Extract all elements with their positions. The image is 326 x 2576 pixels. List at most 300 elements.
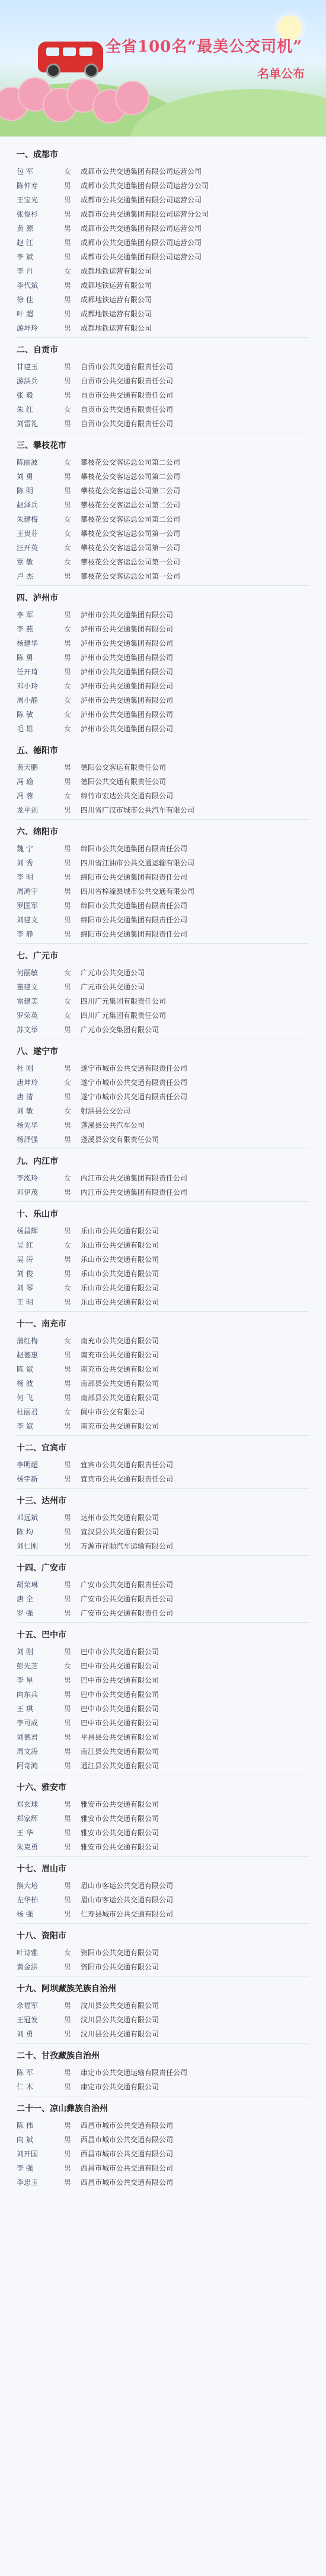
section-title: 八、遂宁市 [17, 1047, 58, 1057]
list-item [17, 1347, 309, 1362]
section-title: 十三、达州市 [17, 1496, 66, 1506]
list-item [17, 1061, 309, 1075]
section [17, 1318, 309, 1436]
driver-name: 陈丽波 [17, 458, 39, 467]
driver-gender: 男 [64, 1594, 72, 1603]
driver-name: 李 斌 [17, 1422, 33, 1430]
list-item [17, 2065, 309, 2079]
section-title: 五、德阳市 [17, 746, 58, 756]
driver-gender: 男 [64, 572, 72, 580]
driver-gender: 男 [64, 1226, 72, 1235]
list-item [17, 1959, 309, 1974]
driver-name: 李 强 [17, 2163, 33, 2172]
driver-gender: 男 [64, 1647, 72, 1656]
list-item [17, 455, 309, 469]
list-item [17, 1644, 309, 1658]
driver-gender: 男 [64, 1365, 72, 1373]
driver-organization: 西昌市城市公共交通有限公司 [81, 2135, 174, 2144]
driver-gender: 男 [64, 295, 72, 304]
driver-name: 邓远斌 [17, 1513, 39, 1522]
driver-gender: 男 [64, 1895, 72, 1904]
driver-name: 周文涛 [17, 1747, 39, 1756]
section-title: 十一、南充市 [17, 1319, 66, 1329]
driver-gender: 男 [64, 1690, 72, 1699]
driver-name: 唐 全 [17, 1594, 33, 1603]
driver-name: 罗 强 [17, 1609, 33, 1617]
driver-name: 徐 佳 [17, 295, 33, 304]
driver-organization: 内江市公共交通集团有限责任公司 [81, 1173, 188, 1182]
driver-gender: 男 [64, 929, 72, 938]
driver-name: 向东兵 [17, 1690, 39, 1699]
list-item [17, 1673, 309, 1687]
driver-gender: 女 [64, 1173, 72, 1182]
driver-organization: 万源市祥顺汽车运输有限公司 [81, 1541, 174, 1550]
list-item [17, 1252, 309, 1266]
driver-name: 杨 波 [17, 1379, 33, 1388]
list-item [17, 664, 309, 678]
driver-gender: 男 [64, 391, 72, 399]
driver-gender: 男 [64, 1422, 72, 1430]
driver-name: 彭先芝 [17, 1661, 39, 1670]
hero-banner [0, 0, 326, 137]
list-item [17, 1089, 309, 1103]
list-item [17, 1945, 309, 1959]
list-item [17, 1266, 309, 1280]
list-item [17, 249, 309, 264]
list-item [17, 2079, 309, 2093]
driver-organization: 成都地铁运营有限公司 [81, 281, 152, 290]
driver-name: 刘 俊 [17, 1269, 33, 1278]
driver-gender: 男 [64, 195, 72, 204]
driver-name: 李 斌 [17, 252, 33, 261]
driver-name: 吴 红 [17, 1241, 33, 1249]
driver-name: 李 明 [17, 873, 33, 881]
blossom-trees [0, 71, 154, 137]
list-item [17, 898, 309, 912]
driver-gender: 男 [64, 1121, 72, 1130]
driver-name: 杨 强 [17, 1909, 33, 1918]
section [17, 1982, 309, 2044]
section-divider [17, 1976, 309, 1977]
driver-organization: 成都地铁运营有限公司 [81, 323, 152, 332]
driver-organization: 乐山市公共交通有限公司 [81, 1269, 159, 1278]
list-item [17, 1223, 309, 1238]
section-title: 十、乐山市 [17, 1210, 58, 1219]
list-item [17, 1471, 309, 1486]
list-item [17, 636, 309, 650]
driver-organization: 蓬溪县公共汽车公司 [81, 1121, 145, 1130]
driver-gender: 男 [64, 1393, 72, 1402]
driver-organization: 阆中市公交有限公司 [81, 1407, 145, 1416]
list-item [17, 554, 309, 569]
driver-organization: 内江市公共交通集团有限责任公司 [81, 1188, 188, 1197]
section-title: 十四、广安市 [17, 1563, 66, 1573]
driver-gender: 男 [64, 281, 72, 290]
list-item [17, 1132, 309, 1146]
list-item [17, 678, 309, 693]
driver-name: 王 华 [17, 1828, 33, 1837]
driver-organization: 泸州市公共交通集团有限公司 [81, 639, 174, 648]
driver-organization: 成都市公共交通集团有限公司运营公司 [81, 195, 202, 204]
list-item [17, 1170, 309, 1185]
driver-gender: 男 [64, 1188, 72, 1197]
driver-gender: 男 [64, 763, 72, 772]
list-item [17, 693, 309, 707]
driver-name: 杜 刚 [17, 1064, 33, 1073]
driver-gender: 男 [64, 1704, 72, 1713]
section-divider [17, 1856, 309, 1857]
driver-name: 叶 超 [17, 309, 33, 318]
driver-gender: 男 [64, 210, 72, 218]
section-divider [17, 943, 309, 944]
driver-gender: 男 [64, 181, 72, 190]
driver-organization: 四川广元集团有限责任公司 [81, 997, 167, 1005]
list-item [17, 1906, 309, 1921]
driver-name: 刘 琴 [17, 1283, 33, 1292]
list-item [17, 1404, 309, 1419]
driver-organization: 自贡市公共交通有限责任公司 [81, 376, 174, 385]
driver-name: 郑家辉 [17, 1814, 39, 1823]
section-title: 三、攀枝花市 [17, 441, 66, 451]
section [17, 1863, 309, 1924]
section-title: 一、成都市 [17, 150, 58, 160]
blossom-tree-icon [115, 81, 149, 115]
list-item [17, 912, 309, 927]
driver-name: 李 燕 [17, 624, 33, 633]
list-item [17, 2146, 309, 2161]
driver-organization: 西昌市城市公共交通有限公司 [81, 2121, 174, 2130]
driver-name: 杨先华 [17, 1121, 39, 1130]
list-item [17, 178, 309, 192]
list-item [17, 1457, 309, 1471]
section-title: 十五、巴中市 [17, 1630, 66, 1640]
list-item [17, 1075, 309, 1089]
list-item [17, 1811, 309, 1825]
driver-organization: 广元市公交集团有限公司 [81, 1025, 159, 1034]
list-item [17, 483, 309, 497]
driver-gender: 男 [64, 376, 72, 385]
driver-gender: 男 [64, 1962, 72, 1971]
list-item [17, 264, 309, 278]
driver-organization: 南充市公共交通有限公司 [81, 1422, 159, 1430]
driver-name: 郑玄球 [17, 1800, 39, 1809]
section-divider [17, 1622, 309, 1623]
driver-organization: 泸州市公共交通集团有限公司 [81, 724, 174, 733]
section-title: 十八、资阳市 [17, 1931, 66, 1941]
driver-organization: 雅安市公共交通有限公司 [81, 1828, 159, 1837]
driver-name: 黄天鹏 [17, 763, 39, 772]
driver-organization: 广元市公共交通公司 [81, 982, 145, 991]
list-item [17, 1362, 309, 1376]
section-divider [17, 1435, 309, 1436]
driver-name: 向 斌 [17, 2135, 33, 2144]
driver-organization: 汶川县公共交通有限公司 [81, 2001, 159, 2010]
section [17, 2050, 309, 2096]
driver-organization: 广安市公共交通有限责任公司 [81, 1594, 174, 1603]
driver-organization: 巴中市公共交通有限公司 [81, 1690, 159, 1699]
driver-gender: 男 [64, 858, 72, 867]
list-item [17, 841, 309, 855]
driver-organization: 资阳市公共交通有限公司 [81, 1948, 159, 1957]
section-divider [17, 1923, 309, 1924]
section-divider [17, 585, 309, 586]
driver-organization: 眉山市客运公共交通有限公司 [81, 1881, 174, 1890]
driver-gender: 女 [64, 267, 72, 275]
driver-gender: 男 [64, 777, 72, 786]
driver-name: 刘雷礼 [17, 419, 39, 428]
driver-organization: 绵阳市公共交通集团有限责任公司 [81, 901, 188, 910]
driver-name: 杨建华 [17, 639, 39, 648]
driver-name: 邓小玲 [17, 681, 39, 690]
driver-name: 毛 雄 [17, 724, 33, 733]
driver-name: 李泓玲 [17, 1173, 39, 1182]
driver-organization: 巴中市公共交通有限公司 [81, 1718, 159, 1727]
section [17, 1930, 309, 1977]
driver-gender: 男 [64, 1828, 72, 1837]
driver-organization: 射洪县公交公司 [81, 1106, 131, 1115]
page-subtitle: 名单公布 [257, 66, 305, 81]
driver-name: 任开琦 [17, 667, 39, 676]
driver-name: 李 军 [17, 610, 33, 619]
driver-gender: 女 [64, 458, 72, 467]
driver-organization: 攀枝花公交客运总公司第一公司 [81, 529, 181, 538]
driver-gender: 男 [64, 2082, 72, 2091]
list-item [17, 1758, 309, 1772]
driver-organization: 西昌市城市公共交通有限公司 [81, 2149, 174, 2158]
list-item [17, 1591, 309, 1606]
section [17, 1155, 309, 1202]
driver-organization: 西昌市城市公共交通有限公司 [81, 2178, 174, 2187]
driver-name: 冯 蓉 [17, 791, 33, 800]
section [17, 2102, 309, 2189]
driver-name: 陈仲寿 [17, 181, 39, 190]
driver-gender: 男 [64, 1718, 72, 1727]
driver-gender: 男 [64, 1025, 72, 1034]
section-divider [17, 2043, 309, 2044]
driver-gender: 女 [64, 515, 72, 524]
list-item [17, 416, 309, 430]
section-title: 六、绵阳市 [17, 827, 58, 837]
driver-name: 陈 均 [17, 1527, 33, 1536]
driver-organization: 泸州市公共交通集团有限公司 [81, 681, 174, 690]
list-item [17, 994, 309, 1008]
driver-organization: 乐山市公共交通有限公司 [81, 1283, 159, 1292]
driver-organization: 泸州市公共交通集团有限公司 [81, 624, 174, 633]
driver-name: 胡荣琳 [17, 1580, 39, 1589]
driver-name: 仁 木 [17, 2082, 33, 2091]
section-title: 十九、阿坝藏族羌族自治州 [17, 1984, 116, 1994]
driver-name: 汪开英 [17, 543, 39, 552]
driver-name: 甘建玉 [17, 362, 39, 371]
driver-organization: 自贡市公共交通有限责任公司 [81, 391, 174, 399]
driver-name: 杜丽君 [17, 1407, 39, 1416]
list-item [17, 1538, 309, 1553]
driver-organization: 四川省广汉市城市公共汽车有限公司 [81, 805, 195, 814]
driver-gender: 男 [64, 639, 72, 648]
section [17, 826, 309, 944]
driver-gender: 男 [64, 1350, 72, 1359]
driver-name: 余福军 [17, 2001, 39, 2010]
driver-organization: 雅安市公共交通有限公司 [81, 1814, 159, 1823]
section-title: 十六、雅安市 [17, 1783, 66, 1793]
section [17, 1442, 309, 1489]
driver-name: 覃 敏 [17, 557, 33, 566]
driver-name: 叶诗雅 [17, 1948, 39, 1957]
driver-gender: 女 [64, 1106, 72, 1115]
driver-gender: 女 [64, 1407, 72, 1416]
driver-organization: 成都市公共交通集团有限公司运营分公司 [81, 181, 209, 190]
driver-organization: 四川广元集团有限责任公司 [81, 1011, 167, 1020]
driver-name: 刘仁刚 [17, 1541, 39, 1550]
section-divider [17, 1311, 309, 1312]
driver-gender: 女 [64, 529, 72, 538]
list-item [17, 621, 309, 636]
driver-name: 张 毅 [17, 391, 33, 399]
driver-name: 杨昌辉 [17, 1226, 39, 1235]
driver-organization: 康定市公共交通有限公司 [81, 2082, 159, 2091]
list-item [17, 1878, 309, 1892]
list-item [17, 526, 309, 540]
driver-organization: 攀枝花公交客运总公司第二公司 [81, 500, 181, 509]
driver-gender: 男 [64, 2149, 72, 2158]
driver-name: 邓伊茂 [17, 1188, 39, 1197]
driver-name: 董建文 [17, 982, 39, 991]
driver-organization: 巴中市公共交通有限公司 [81, 1704, 159, 1713]
list-item [17, 1524, 309, 1538]
driver-organization: 南充市公共交通有限公司 [81, 1365, 159, 1373]
list-item [17, 774, 309, 788]
driver-name: 赵泽兵 [17, 500, 39, 509]
driver-gender: 女 [64, 997, 72, 1005]
list-item [17, 760, 309, 774]
driver-organization: 宣汉县公共交通有限公司 [81, 1527, 159, 1536]
section-divider [17, 1488, 309, 1489]
list-item [17, 388, 309, 402]
driver-organization: 资阳市公共交通有限公司 [81, 1962, 159, 1971]
list-item [17, 1701, 309, 1715]
list-item [17, 1510, 309, 1524]
driver-name: 刘 勇 [17, 472, 33, 481]
driver-gender: 女 [64, 791, 72, 800]
list-item [17, 306, 309, 321]
list-item [17, 1333, 309, 1347]
list-item [17, 1606, 309, 1620]
driver-gender: 女 [64, 543, 72, 552]
driver-gender: 男 [64, 1909, 72, 1918]
list-item [17, 2132, 309, 2146]
driver-gender: 男 [64, 667, 72, 676]
driver-organization: 遂宁市城市公共交通有限责任公司 [81, 1092, 188, 1101]
driver-organization: 成都地铁运营有限公司 [81, 295, 152, 304]
driver-gender: 女 [64, 681, 72, 690]
list-item [17, 1715, 309, 1730]
driver-organization: 攀枝花公交客运总公司第一公司 [81, 557, 181, 566]
driver-gender: 男 [64, 901, 72, 910]
driver-gender: 男 [64, 653, 72, 662]
list-item [17, 1998, 309, 2012]
driver-name: 周鸿宇 [17, 887, 39, 896]
driver-gender: 男 [64, 844, 72, 853]
driver-name: 包 军 [17, 167, 33, 176]
driver-organization: 攀枝花公交客运总公司第一公司 [81, 572, 181, 580]
list-item [17, 207, 309, 221]
driver-gender: 女 [64, 1283, 72, 1292]
section-divider [17, 819, 309, 820]
driver-gender: 男 [64, 323, 72, 332]
driver-gender: 女 [64, 167, 72, 176]
driver-gender: 男 [64, 500, 72, 509]
driver-gender: 男 [64, 805, 72, 814]
driver-gender: 男 [64, 252, 72, 261]
driver-name: 刘建文 [17, 915, 39, 924]
driver-organization: 雅安市公共交通有限公司 [81, 1842, 159, 1851]
driver-gender: 男 [64, 1513, 72, 1522]
driver-organization: 平昌县公共交通有限公司 [81, 1733, 159, 1741]
section [17, 344, 309, 433]
driver-organization: 成都市公共交通集团有限公司运营分公司 [81, 210, 209, 218]
list-item [17, 497, 309, 512]
driver-organization: 成都市公共交通集团有限公司运营公司 [81, 252, 202, 261]
hill-right [130, 89, 326, 137]
driver-name: 熊大培 [17, 1881, 39, 1890]
driver-organization: 南部县公共交通有限公司 [81, 1393, 159, 1402]
driver-organization: 宜宾市公共交通有限责任公司 [81, 1474, 174, 1483]
driver-gender: 女 [64, 1948, 72, 1957]
driver-organization: 南充市公共交通有限公司 [81, 1336, 159, 1345]
driver-name: 刘 勇 [17, 2029, 33, 2038]
section [17, 1629, 309, 1775]
driver-organization: 广元市公共交通公司 [81, 968, 145, 977]
driver-name: 卢 杰 [17, 572, 33, 580]
driver-gender: 男 [64, 1761, 72, 1770]
section [17, 744, 309, 820]
driver-gender: 女 [64, 405, 72, 414]
list-item [17, 2161, 309, 2175]
driver-name: 陈 伟 [17, 2121, 33, 2130]
driver-name: 赵德惠 [17, 1350, 39, 1359]
driver-name: 王贵芬 [17, 529, 39, 538]
section-divider [17, 1555, 309, 1556]
driver-name: 李代斌 [17, 281, 39, 290]
driver-gender: 男 [64, 1814, 72, 1823]
driver-gender: 男 [64, 1379, 72, 1388]
list-item [17, 721, 309, 735]
driver-gender: 男 [64, 1800, 72, 1809]
driver-gender: 男 [64, 362, 72, 371]
driver-organization: 泸州市公共交通集团有限公司 [81, 667, 174, 676]
driver-gender: 男 [64, 610, 72, 619]
driver-name: 陈 斌 [17, 1365, 33, 1373]
driver-gender: 男 [64, 1580, 72, 1589]
driver-name: 王宝光 [17, 195, 39, 204]
driver-organization: 西昌市城市公共交通有限公司 [81, 2163, 174, 2172]
driver-organization: 遂宁市城市公共交通有限责任公司 [81, 1078, 188, 1087]
list-item [17, 1295, 309, 1309]
list-item [17, 607, 309, 621]
driver-name: 游坤玲 [17, 323, 39, 332]
list-item [17, 2026, 309, 2041]
driver-organization: 成都市公共交通集团有限公司运营公司 [81, 167, 202, 176]
driver-organization: 成都市公共交通集团有限公司运营公司 [81, 238, 202, 247]
driver-organization: 成都地铁运营有限公司 [81, 309, 152, 318]
driver-organization: 四川省梓潼县城市公共交通有限公司 [81, 887, 195, 896]
winner-list [0, 137, 326, 2189]
list-item [17, 1022, 309, 1036]
list-item [17, 1280, 309, 1295]
section [17, 1781, 309, 1857]
list-item [17, 927, 309, 941]
driver-gender: 男 [64, 1297, 72, 1306]
